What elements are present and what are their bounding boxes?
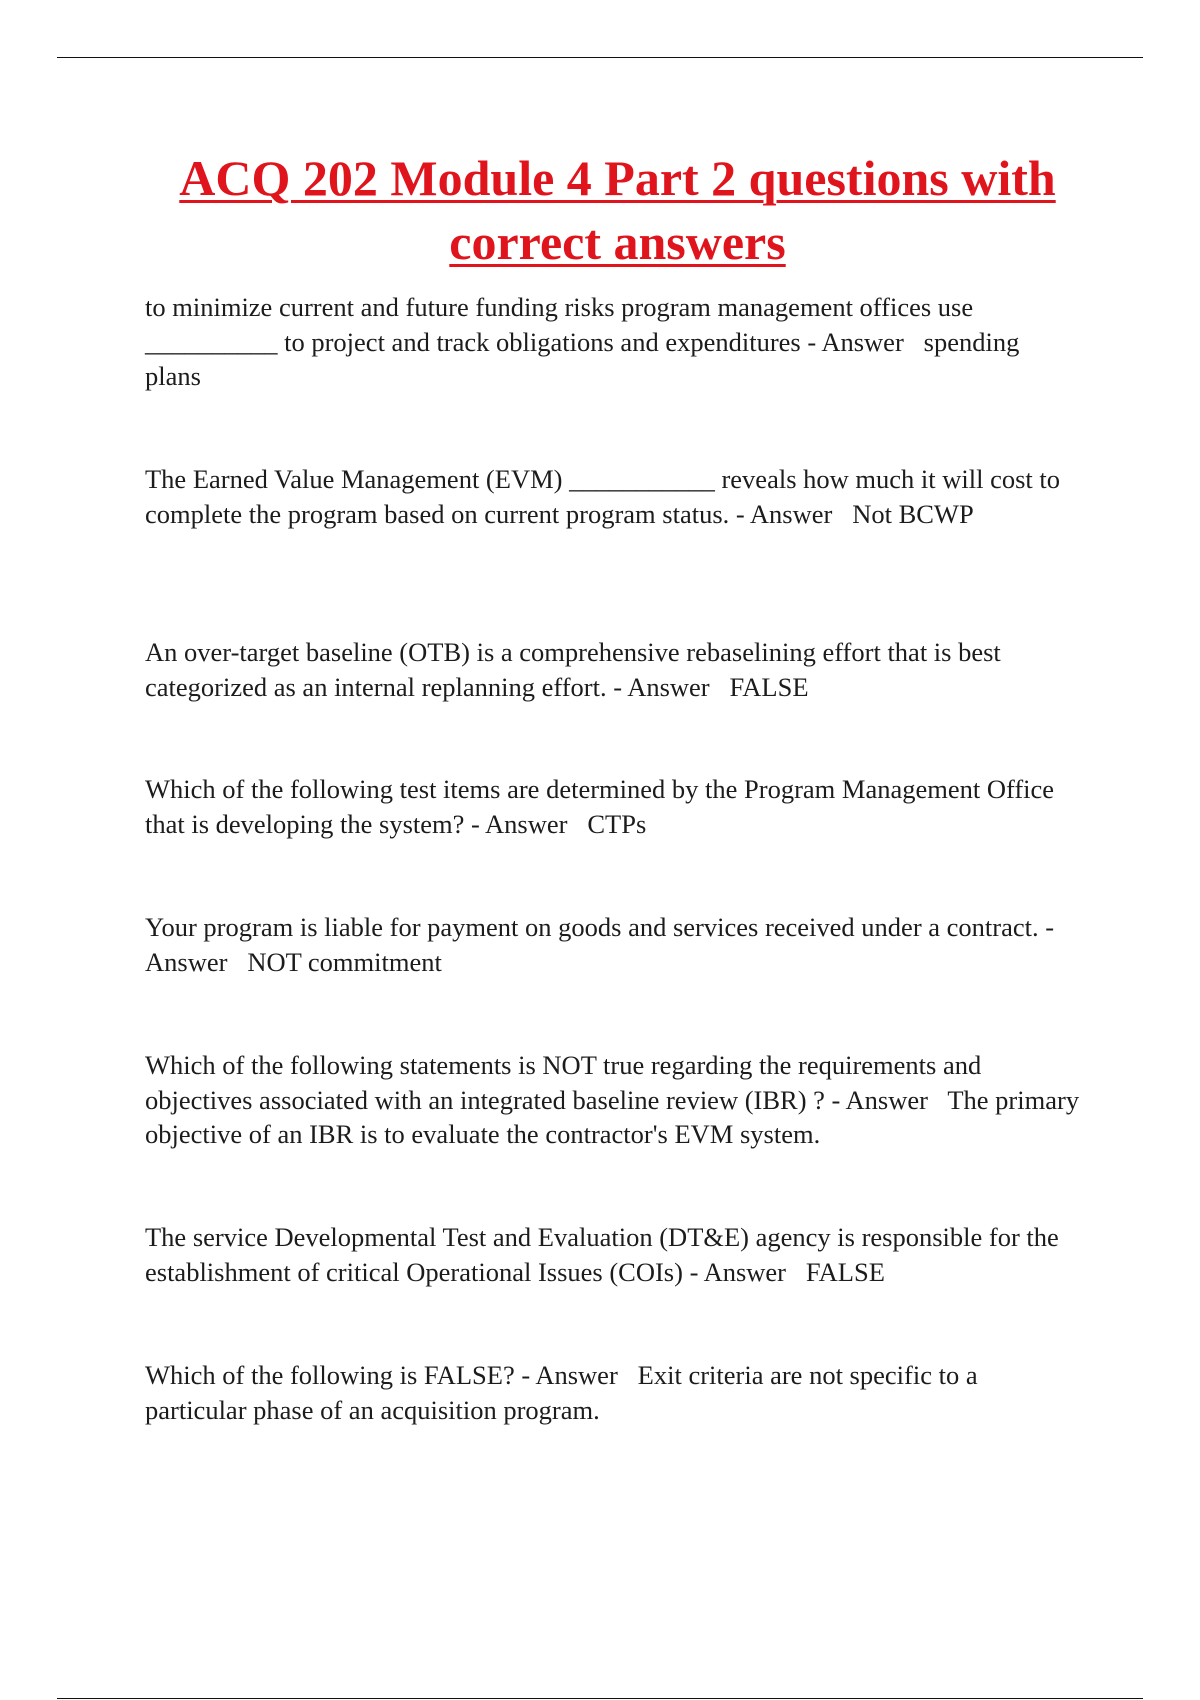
answer-separator: - Answer [824,1084,948,1115]
qa-item-5 [145,910,1080,979]
qa-item-4 [145,772,1080,841]
bottom-divider [57,1698,1143,1699]
answer-separator: - Answer [800,326,924,357]
answer-text: spending plans [145,326,1026,391]
question-text: The Earned Value Management (EVM) ___________ reveals how much it will cost to complete the program based on current program status. [145,464,1067,529]
answer-separator: - Answer [514,1360,638,1390]
question-text: Your program is liable for payment on goods and services received under a contract. [145,912,1039,942]
answer-text: Not BCWP [852,498,974,529]
answer-separator: - Answer [606,671,730,702]
answer-text: NOT commitment [247,946,442,977]
question-text: The service Developmental Test and Evaluation (DT&E) agency is responsible for the establishment of critical Operational Issues (COIs) [145,1222,1066,1287]
question-text: An over-target baseline (OTB) is a comprehensive rebaselining effort that is best categorized as an internal replanning effort. [145,637,1008,702]
answer-text: FALSE [805,1256,885,1287]
question-text: Which of the following statements is NOT true regarding the requirements and objectives associated with an integrated baseline review (IBR) ? [145,1050,988,1115]
answer-separator: - Answer [729,498,853,529]
answer-separator: - Answer [464,808,588,839]
answer-separator: - Answer [145,912,1060,977]
document-title: ACQ 202 Module 4 Part 2 questions with correct answers [179,150,1056,270]
qa-item-7 [145,1220,1080,1289]
answer-separator: - Answer [682,1256,806,1287]
answer-text: Exit criteria are not specific to a particular phase of an acquisition program. [145,1360,985,1425]
qa-item-6 [145,1048,1086,1152]
qa-item-8 [145,1358,1080,1427]
qa-item-1 [145,290,1080,394]
answer-text: FALSE [729,671,809,702]
answer-text: The primary objective of an IBR is to evaluate the contractor's EVM system. [145,1084,1086,1149]
question-text: Which of the following is FALSE? [145,1360,515,1390]
qa-item-3 [145,635,1080,704]
answer-text: CTPs [587,808,647,839]
qa-item-2 [145,462,1080,531]
top-divider [57,57,1143,58]
question-text: Which of the following test items are determined by the Program Management Office that is developing the system? [145,774,1061,839]
question-text: to minimize current and future funding risks program management offices use __________ to project and track obligations and expenditures [145,292,980,357]
